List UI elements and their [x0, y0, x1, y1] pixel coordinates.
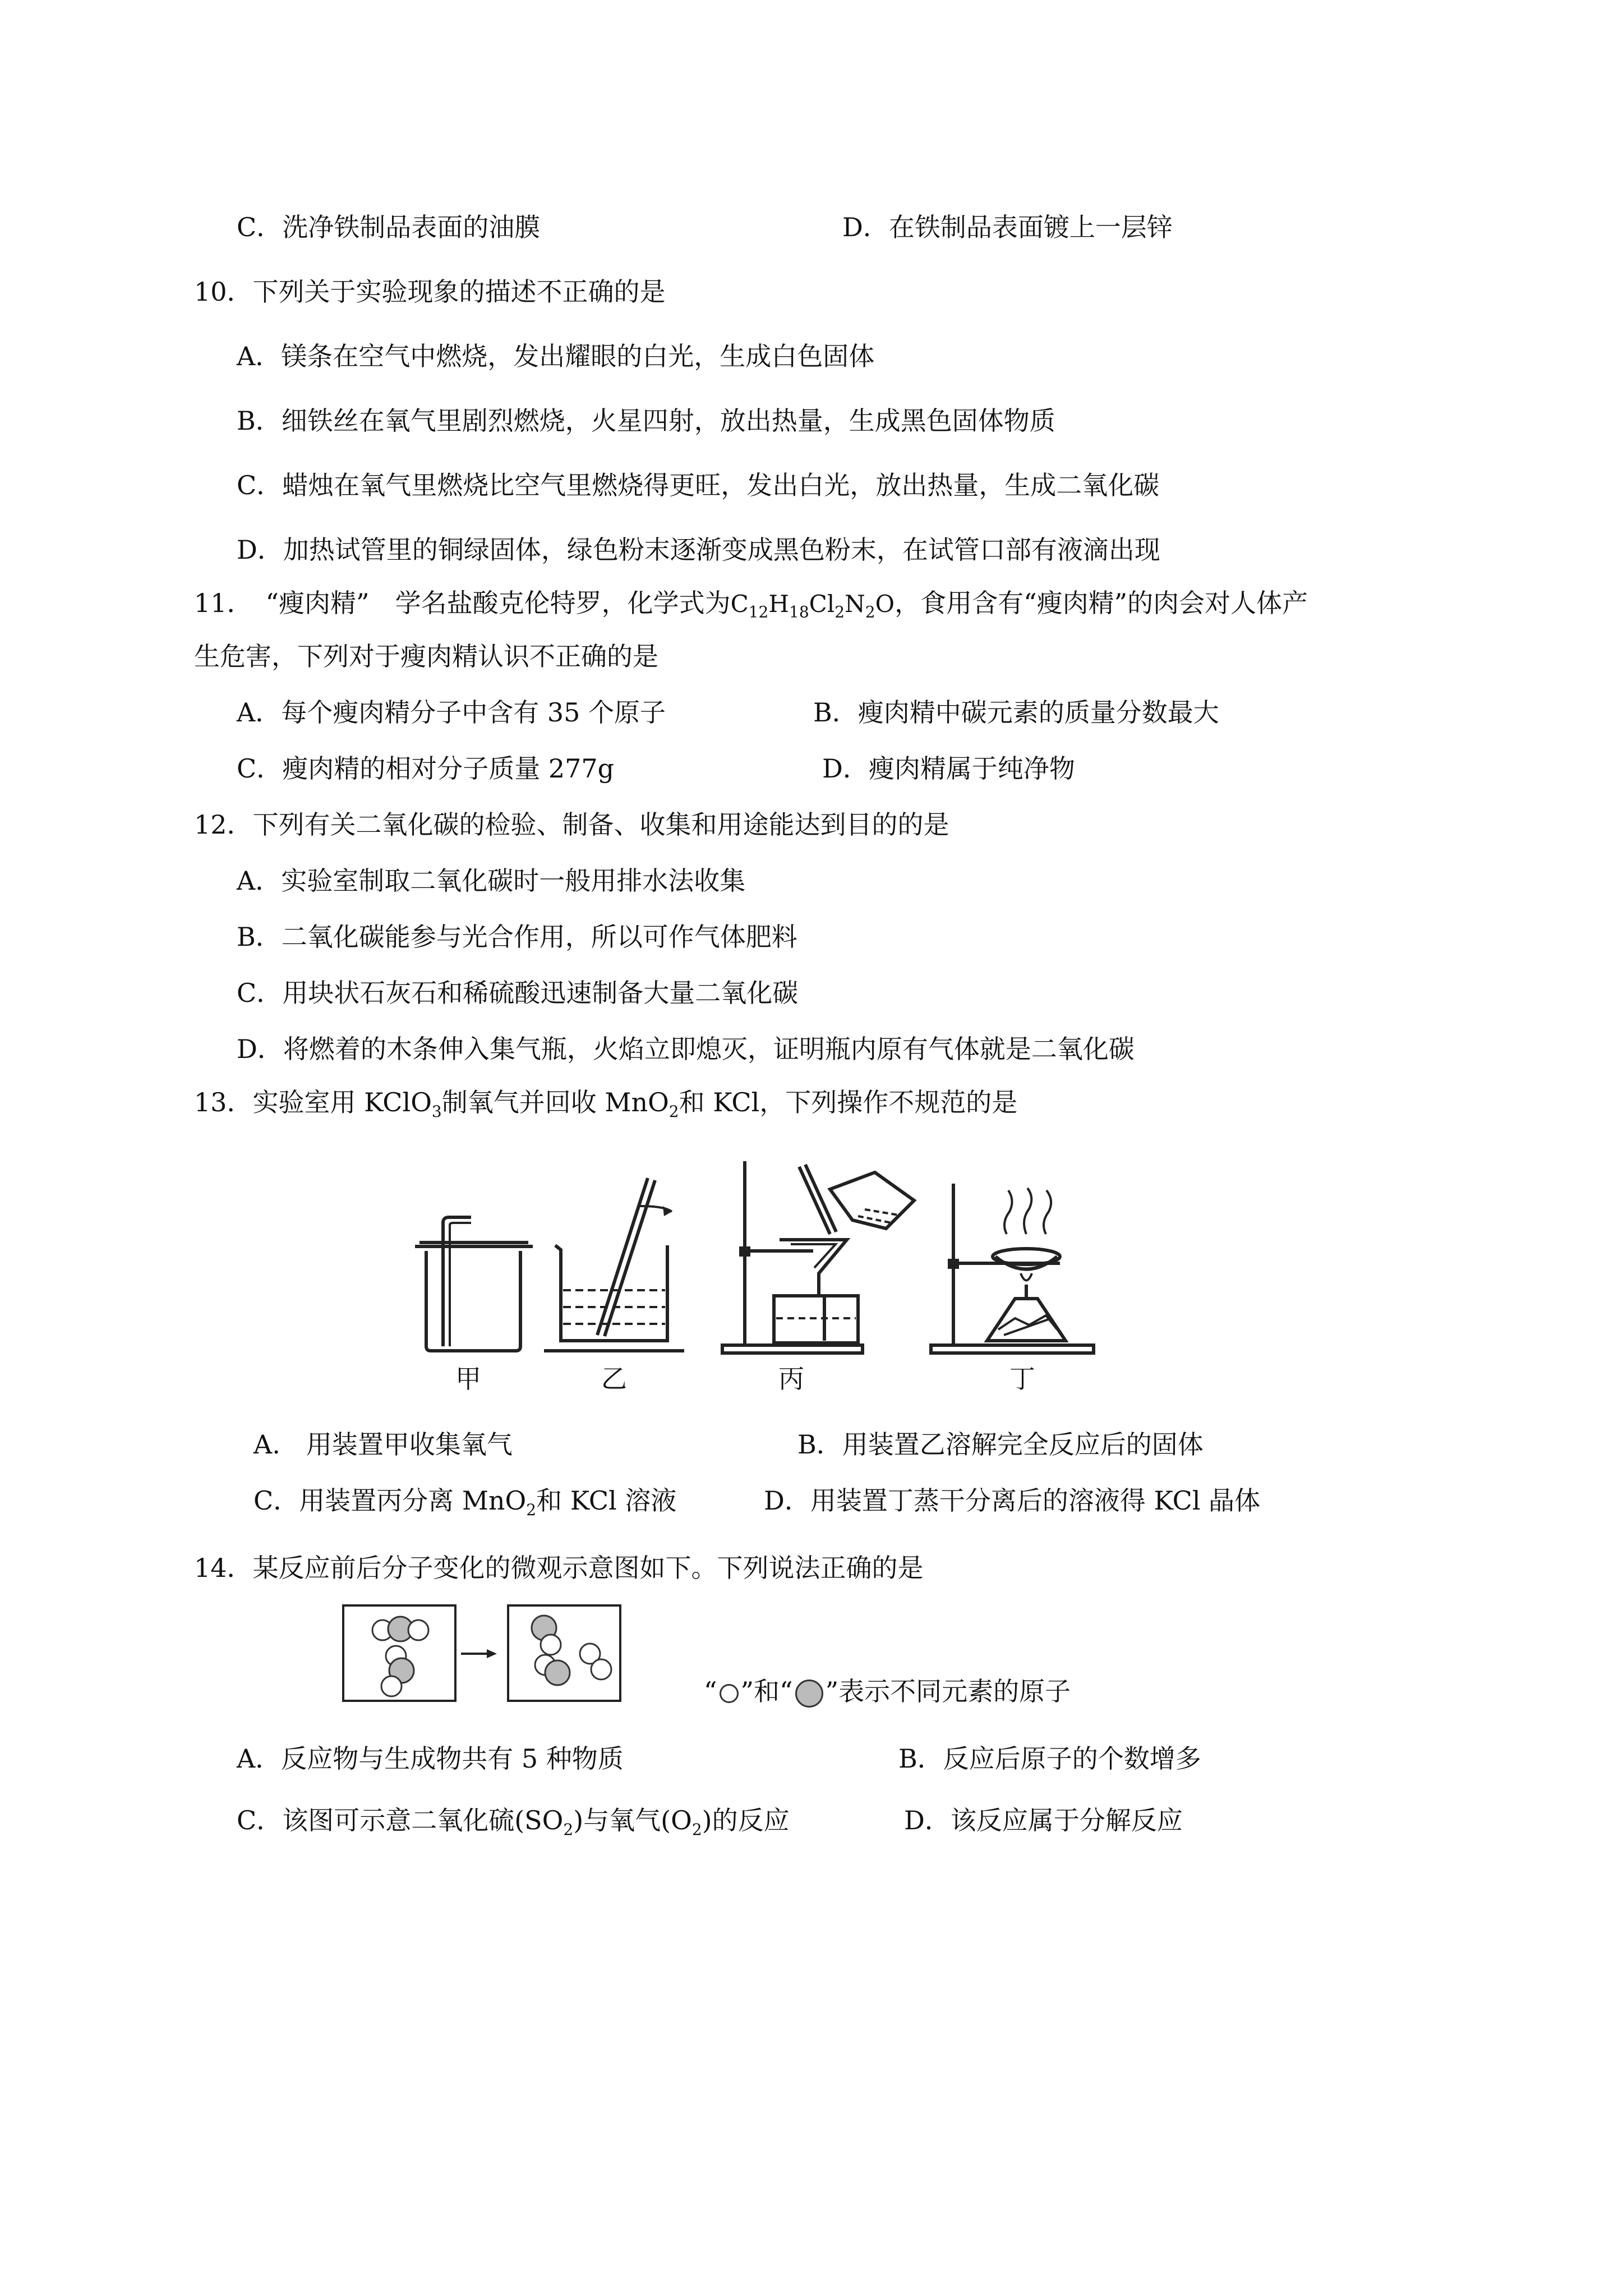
q11-stem-line2: 生危害，下列对于瘦肉精认识不正确的是: [194, 641, 658, 671]
q11-option-c: C．瘦肉精的相对分子质量 277g: [237, 753, 615, 784]
q13-option-d: D．用装置丁蒸干分离后的溶液得 KCl 晶体: [764, 1485, 1261, 1516]
q10-option-a: A．镁条在空气中燃烧，发出耀眼的白光，生成白色固体: [237, 341, 875, 371]
legend-white-atom-icon: [720, 1684, 739, 1703]
q11-stem: [194, 586, 1308, 629]
q14-option-c: C．该图可示意二氧化硫$(SO_2)$与氧气$(O_2)$的反应: [237, 1805, 790, 1839]
q12-option-a: A．实验室制取二氧化碳时一般用排水法收集: [237, 866, 746, 896]
apparatus-label-bing: 丙: [778, 1364, 804, 1394]
q11-formula: $C_{12}H_{18}Cl_2N_2O$: [730, 590, 895, 622]
apparatus-ding-evaporation: [931, 1178, 1099, 1358]
q13-option-c: C．用装置丙分离 MnO$_2$和 KCl 溶液: [253, 1485, 677, 1520]
q14-option-a: A．反应物与生成物共有 5 种物质: [237, 1743, 624, 1774]
q12-option-d: D．将燃着的木条伸入集气瓶，火焰立即熄灭，证明瓶内原有气体就是二氧化碳: [237, 1034, 1135, 1064]
q14-stem: 14．某反应前后分子变化的微观示意图如下。下列说法正确的是: [194, 1553, 924, 1583]
apparatus-label-yi: 乙: [601, 1364, 627, 1394]
apparatus-label-ding: 丁: [1009, 1364, 1035, 1394]
q12-option-b: B．二氧化碳能参与光合作用，所以可作气体肥料: [237, 922, 797, 952]
q14-option-d: D．该反应属于分解反应: [904, 1805, 1183, 1835]
apparatus-bing-filtration: [718, 1156, 931, 1358]
q11-stem-pre: 11． “瘦肉精” 学名盐酸克伦特罗，化学式为: [194, 588, 731, 618]
q11-stem-post: ，食用含有“瘦肉精”的肉会对人体产: [895, 588, 1308, 618]
q12-stem: 12．下列有关二氧化碳的检验、制备、收集和用途能达到目的的是: [194, 809, 949, 840]
q10-option-c: C．蜡烛在氧气里燃烧比空气里燃烧得更旺，发出白光，放出热量，生成二氧化碳: [237, 470, 1160, 500]
q9-option-c: C．洗净铁制品表面的油膜: [237, 212, 541, 242]
legend-grey-atom-icon: [795, 1680, 823, 1708]
apparatus-label-jia: 甲: [455, 1364, 481, 1394]
q14-legend: “ ”和“ ”表示不同元素的原子: [704, 1676, 1071, 1706]
q14-option-b: B．反应后原子的个数增多: [898, 1743, 1201, 1774]
q11-option-d: D．瘦肉精属于纯净物: [822, 753, 1075, 784]
q13-option-a: A. 用装置甲收集氧气: [253, 1429, 513, 1460]
q10-option-d: D．加热试管里的铜绿固体，绿色粉末逐渐变成黑色粉末，在试管口部有液滴出现: [237, 535, 1160, 565]
q13-stem: 13．实验室用 KClO$_3$制氧气并回收 MnO$_2$和 KCl，下列操作不规范的是: [194, 1087, 1018, 1121]
q9-option-d: D．在铁制品表面镀上一层锌: [842, 212, 1173, 242]
q10-stem: 10．下列关于实验现象的描述不正确的是: [194, 277, 666, 307]
reaction-micro-diagram: [342, 1604, 656, 1705]
q13-option-b: B．用装置乙溶解完全反应后的固体: [797, 1429, 1204, 1460]
apparatus-yi-beaker-stirring: [544, 1172, 690, 1358]
q11-option-b: B．瘦肉精中碳元素的质量分数最大: [813, 697, 1219, 728]
q12-option-c: C．用块状石灰石和稀硫酸迅速制备大量二氧化碳: [237, 978, 799, 1008]
apparatus-jia-gas-bottle: [404, 1212, 538, 1358]
q10-option-b: B．细铁丝在氧气里剧烈燃烧，火星四射，放出热量，生成黑色固体物质: [237, 406, 1055, 436]
q11-option-a: A．每个瘦肉精分子中含有 35 个原子: [237, 697, 666, 728]
